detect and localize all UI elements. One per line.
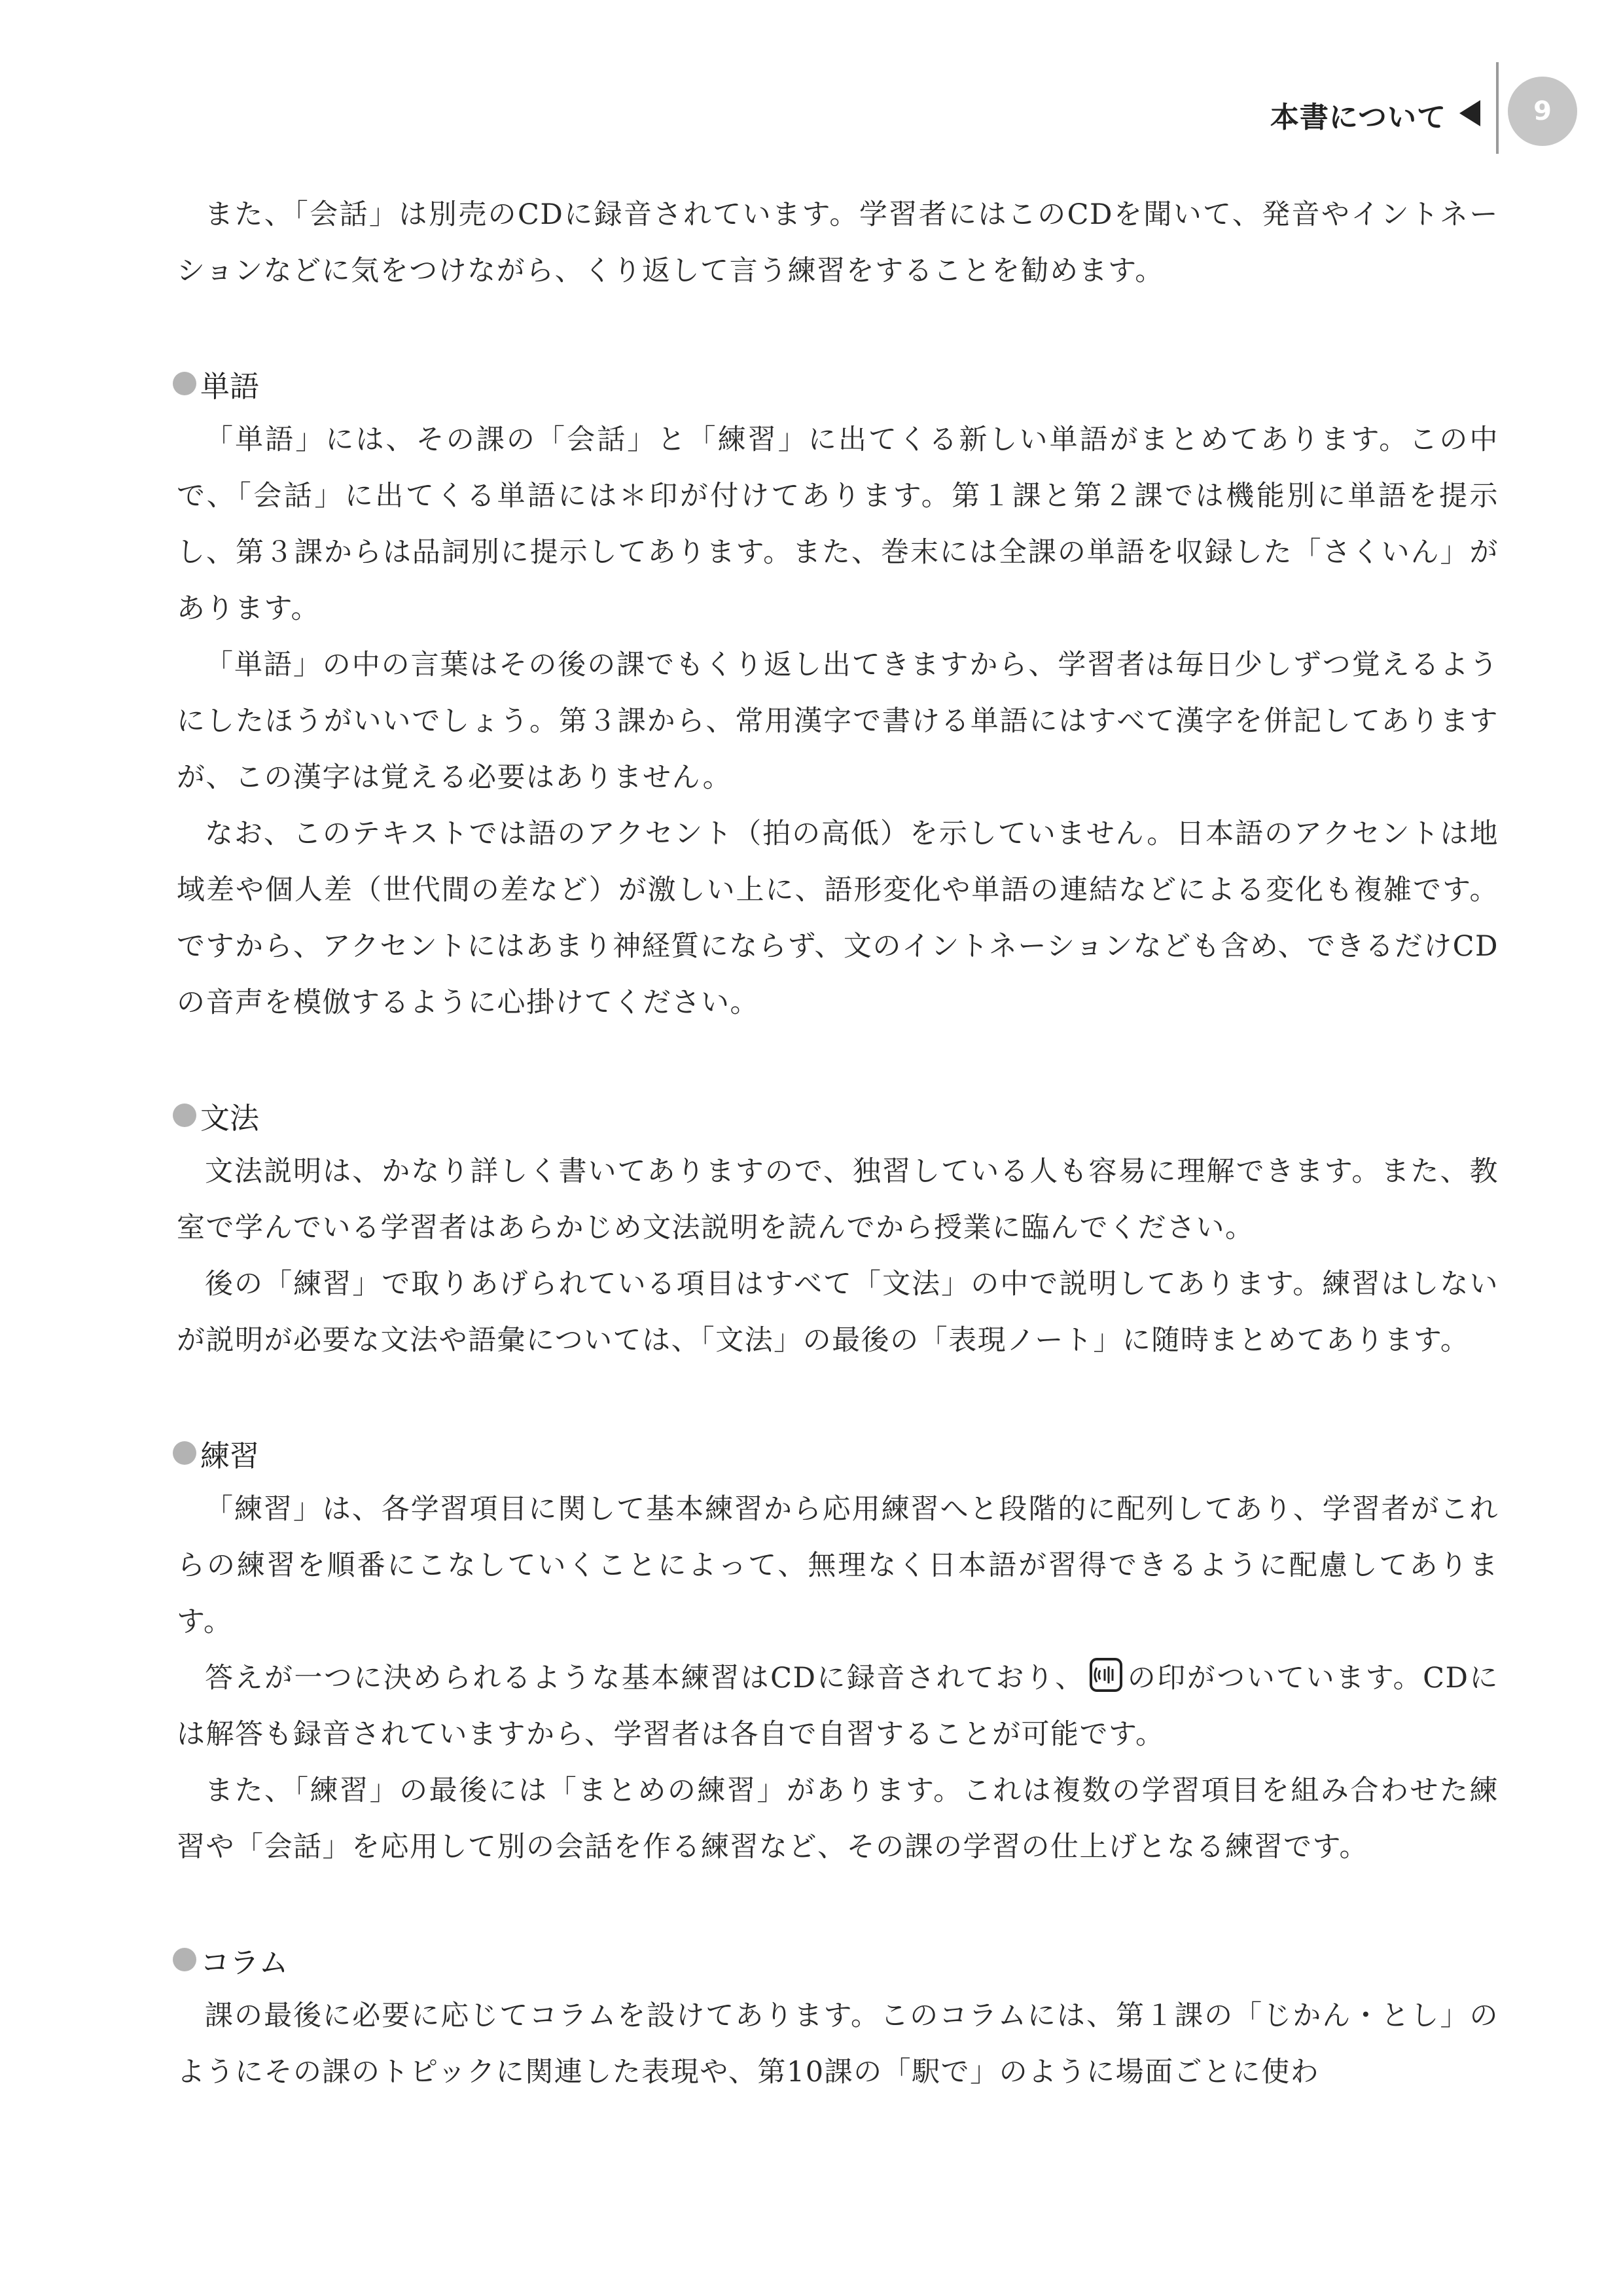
paragraph-text-after: の印がついています。CDには解答も録音されていますから、学習者は各自で自習することが可能です。 xyxy=(177,1662,1499,1751)
bullet-circle-icon xyxy=(173,372,196,395)
section-title: 文法 xyxy=(200,1100,260,1136)
section-heading xyxy=(173,1931,1499,1988)
paragraph: 「練習」は、各学習項目に関して基本練習から応用練習へと段階的に配列してあり、学習者がこれらの練習を順番にこなしていくことによって、無理なく日本語が習得できるように配慮してあります。 xyxy=(177,1493,1499,1638)
section-heading xyxy=(173,355,1499,412)
running-header-title: 本書について xyxy=(1270,101,1446,134)
bullet-circle-icon xyxy=(173,1441,196,1465)
section-column xyxy=(177,1931,1499,2100)
section-title: 練習 xyxy=(200,1438,260,1473)
section-vocabulary xyxy=(177,355,1499,1031)
paragraph: なお、このテキストでは語のアクセント（拍の高低）を示していません。日本語のアクセントは地域差や個人差（世代間の差など）が激しい上に、語形変化や単語の連結などによる変化も複雑です。ですから、アクセントにはあまり神経質にならず、文のイントネーションなども含め、できるだけCDの音声を模倣するように心掛けてください。 xyxy=(177,817,1499,1019)
section-title: コラム xyxy=(200,1945,289,1980)
paragraph-with-icon xyxy=(177,1650,1499,1763)
paragraph: また、「練習」の最後には「まとめの練習」があります。これは複数の学習項目を組み合わせた練習や「会話」を応用して別の会話を作る練習など、その課の学習の仕上げとなる練習です。 xyxy=(177,1774,1499,1863)
section-heading xyxy=(173,1425,1499,1481)
paragraph: 後の「練習」で取りあげられている項目はすべて「文法」の中で説明してあります。練習はしないが説明が必要な文法や語彙については、「文法」の最後の「表現ノート」に随時まとめてあります。 xyxy=(177,1268,1499,1357)
paragraph: 文法説明は、かなり詳しく書いてありますので、独習している人も容易に理解できます。また、教室で学んでいる学習者はあらかじめ文法説明を読んでから授業に臨んでください。 xyxy=(177,1155,1499,1244)
paragraph: 「単語」には、その課の「会話」と「練習」に出てくる新しい単語がまとめてあります。この中で、「会話」に出てくる単語には＊印が付けてあります。第１課と第２課では機能別に単語を提示し、第３課からは品詞別に提示してあります。また、巻末には全課の単語を収録した「さくいん」があります。 xyxy=(177,423,1499,625)
section-title: 単語 xyxy=(200,368,260,404)
section-heading xyxy=(173,1087,1499,1143)
header-arrow-icon xyxy=(1459,100,1480,126)
paragraph: 課の最後に必要に応じてコラムを設けてあります。このコラムには、第１課の「じかん・とし」のようにその課のトピックに関連した表現や、第10課の「駅で」のように場面ごとに使わ xyxy=(177,2000,1499,2089)
header-divider xyxy=(1496,62,1499,154)
cd-audio-icon xyxy=(1089,1657,1123,1693)
bullet-circle-icon xyxy=(173,1103,196,1127)
section-grammar xyxy=(177,1087,1499,1369)
section-practice xyxy=(177,1425,1499,1875)
paragraph: 「単語」の中の言葉はその後の課でもくり返し出てきますから、学習者は毎日少しずつ覚えるようにしたほうがいいでしょう。第３課から、常用漢字で書ける単語にはすべて漢字を併記してありますが、この漢字は覚える必要はありません。 xyxy=(177,649,1499,794)
bullet-circle-icon xyxy=(173,1948,196,1971)
intro-paragraph: また、「会話」は別売のCDに録音されています。学習者にはこのCDを聞いて、発音やイントネーションなどに気をつけながら、くり返して言う練習をすることを勧めます。 xyxy=(177,198,1499,287)
body-text xyxy=(177,187,1499,2100)
paragraph-text-before: 答えが一つに決められるような基本練習はCDに録音されており、 xyxy=(205,1662,1085,1695)
page-number-badge: 9 xyxy=(1508,77,1577,146)
page-header xyxy=(1165,62,1623,160)
